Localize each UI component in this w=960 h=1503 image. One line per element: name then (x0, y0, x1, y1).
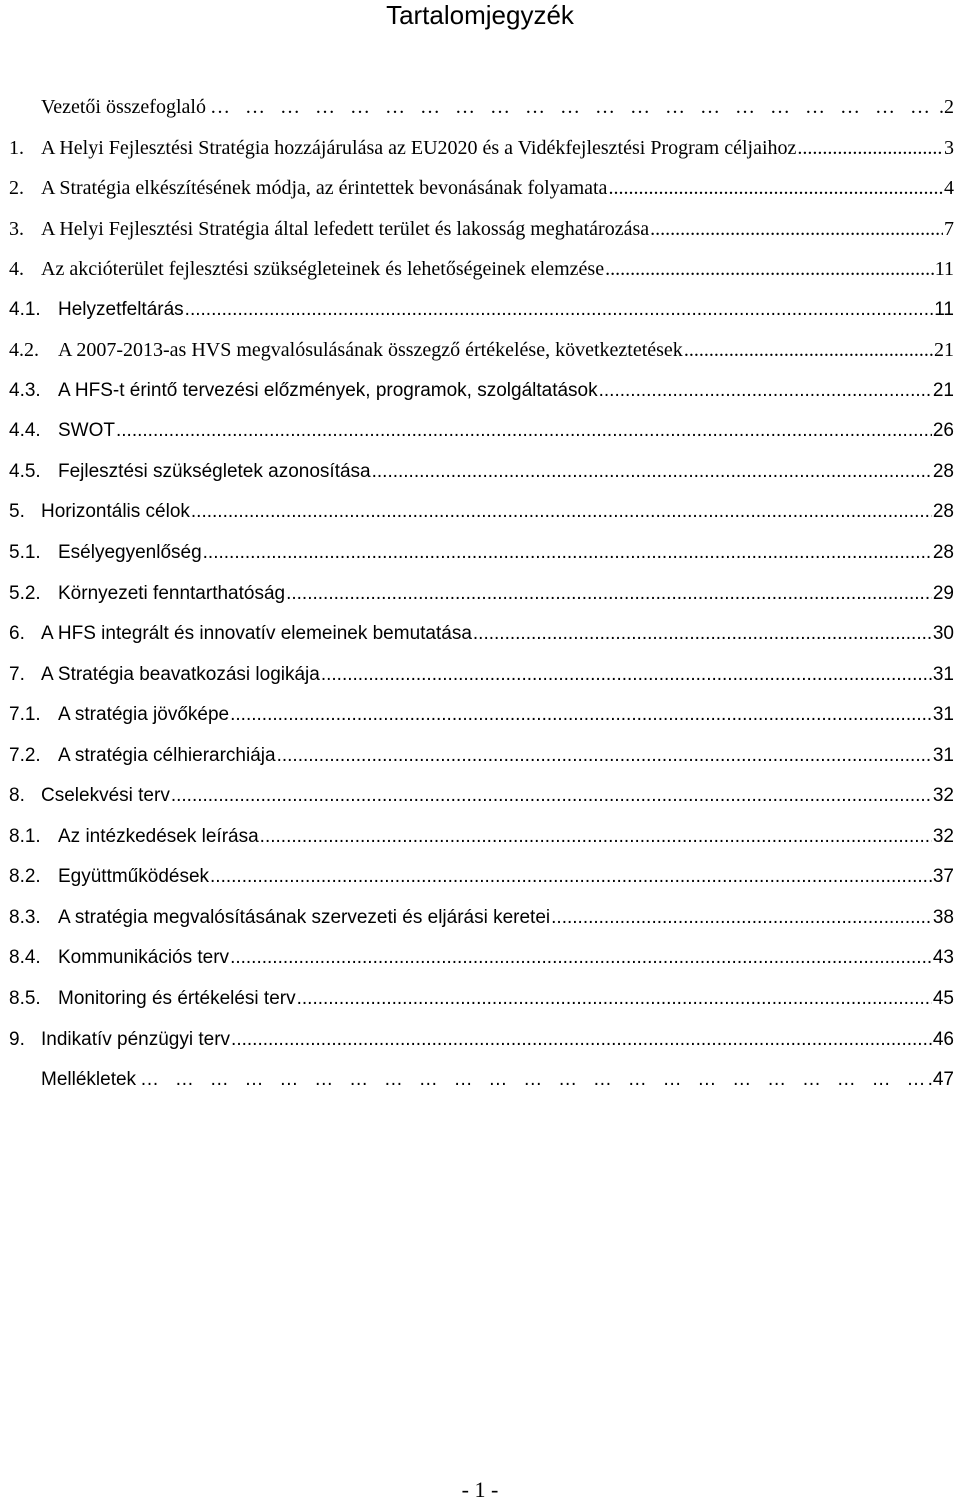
toc-entry-line (41, 663, 954, 687)
toc-entry-page-number: 28 (932, 460, 954, 482)
toc-entry-leader (797, 136, 943, 160)
toc-entry-line (41, 176, 954, 200)
toc-entry-line (58, 379, 954, 403)
toc-entry-leader (191, 500, 932, 524)
toc-entry-leader (230, 703, 932, 727)
toc-entry-page-number: 43 (932, 947, 954, 969)
toc-entry[interactable] (0, 657, 960, 698)
toc-entry-page-number: 11 (934, 258, 954, 281)
toc-entry-number: 4.4. (9, 420, 41, 442)
toc-entry-title[interactable]: Monitoring és értékelési terv (58, 988, 296, 1010)
toc-entry[interactable] (0, 332, 960, 373)
toc-entry-line (41, 1028, 954, 1052)
toc-entry-leader (684, 338, 933, 362)
toc-entry[interactable] (0, 940, 960, 981)
toc-entry-line (58, 825, 954, 849)
toc-entry-number: 7. (9, 663, 25, 685)
toc-entry-page-number: 26 (932, 420, 954, 442)
toc-entry-number: 7.2. (9, 744, 41, 766)
toc-entry-title[interactable]: A HFS-t érintő tervezési előzmények, programok, szolgáltatások (58, 379, 598, 401)
toc-entry-page-number: 37 (932, 866, 954, 888)
toc-entry-number: 4. (9, 258, 24, 281)
toc-entry-page-number: 46 (932, 1028, 954, 1050)
toc-entry[interactable] (0, 454, 960, 495)
toc-entry[interactable] (0, 373, 960, 414)
toc-entry-leader (608, 176, 943, 200)
toc-entry-title[interactable]: Esélyegyenlőség (58, 542, 202, 564)
toc-entry-title[interactable]: Mellékletek (41, 1069, 137, 1091)
toc-entry-page-number: .2 (939, 96, 954, 118)
toc-entry-title[interactable]: A Helyi Fejlesztési Stratégia által lefedett terület és lakosság meghatározása (41, 217, 650, 240)
page-title: Tartalomjegyzék (386, 0, 574, 30)
toc-entry[interactable] (0, 819, 960, 860)
toc-entry-leader (231, 1028, 932, 1052)
toc-entry-leader (297, 987, 932, 1011)
toc-entry-page-number: 31 (932, 704, 954, 726)
toc-entry-leader (372, 460, 932, 484)
toc-entry[interactable] (0, 576, 960, 617)
toc-entry-number: 4.3. (9, 379, 41, 401)
toc-entry-page-number: 21 (934, 339, 954, 362)
toc-entry-number: 4.1. (9, 298, 41, 320)
toc-entry-title[interactable]: A Helyi Fejlesztési Stratégia hozzájárulása az EU2020 és a Vidékfejlesztési Program céljaihoz (41, 136, 797, 159)
toc-entry-number: 8.1. (9, 825, 41, 847)
toc-entry-number: 8.4. (9, 947, 41, 969)
toc-entry-page-number: 45 (932, 988, 954, 1010)
toc-entry-page-number: 3 (944, 136, 954, 159)
toc-entry-leader (210, 95, 935, 119)
toc-entry-title[interactable]: Az akcióterület fejlesztési szükségleteinek és lehetőségeinek elemzése (41, 258, 605, 281)
toc-entry-number: 1. (9, 136, 24, 159)
toc-entry[interactable] (0, 1022, 960, 1063)
toc-entry[interactable] (0, 170, 960, 211)
toc-entry-line (41, 622, 954, 646)
toc-entry[interactable] (0, 494, 960, 535)
toc-entry-line (58, 419, 954, 443)
toc-entry-title[interactable]: A stratégia jövőképe (58, 704, 230, 726)
toc-entry[interactable] (0, 738, 960, 779)
toc-entry-leader (650, 217, 943, 241)
toc-entry-leader (210, 865, 932, 889)
toc-entry-leader (551, 906, 932, 930)
toc-entry-title[interactable]: Kommunikációs terv (58, 947, 230, 969)
toc-entry-page-number: 7 (944, 217, 954, 240)
toc-entry-title[interactable]: Vezetői összefoglaló (41, 96, 206, 118)
toc-entry-line (41, 257, 954, 281)
toc-entry-page-number: 30 (932, 623, 954, 645)
toc-entry-title[interactable]: Indikatív pénzügyi terv (41, 1028, 231, 1050)
toc-entry-page-number: 32 (932, 825, 954, 847)
toc-entry-line (58, 865, 954, 889)
toc-entry[interactable] (0, 981, 960, 1022)
toc-entry-title[interactable]: A HFS integrált és innovatív elemeinek bemutatása (41, 623, 472, 645)
toc-entry-number: 8.5. (9, 988, 41, 1010)
page-number-footer: - 1 - (461, 1477, 499, 1502)
toc-entry-page-number: 38 (932, 906, 954, 928)
toc-entry[interactable] (0, 535, 960, 576)
toc-entry[interactable] (0, 89, 960, 130)
toc-entry-leader (140, 1068, 924, 1092)
toc-entry-leader (277, 744, 932, 768)
toc-entry-page-number: 29 (932, 582, 954, 604)
toc-entry-page-number: 4 (944, 177, 954, 200)
table-of-contents (0, 89, 960, 1103)
toc-entry-line (58, 541, 954, 565)
toc-entry-number: 5.1. (9, 542, 41, 564)
toc-entry-title[interactable]: A Stratégia beavatkozási logikája (41, 663, 320, 685)
toc-entry-page-number: 11 (934, 298, 954, 320)
toc-entry-number: 8.3. (9, 906, 41, 928)
toc-entry-line (41, 784, 954, 808)
toc-entry[interactable] (0, 778, 960, 819)
toc-entry-line (41, 95, 954, 119)
toc-entry-page-number: 31 (932, 744, 954, 766)
toc-entry[interactable] (0, 616, 960, 657)
toc-entry-leader (185, 298, 934, 322)
toc-entry-title[interactable]: SWOT (58, 420, 115, 442)
toc-entry-line (58, 703, 954, 727)
toc-entry-page-number: 28 (932, 501, 954, 523)
toc-entry-line (58, 582, 954, 606)
toc-entry-title[interactable]: Cselekvési terv (41, 785, 170, 807)
toc-entry[interactable] (0, 413, 960, 454)
toc-entry-number: 5.2. (9, 582, 41, 604)
toc-entry-number: 5. (9, 501, 25, 523)
toc-entry-page-number: 28 (932, 542, 954, 564)
toc-entry-number: 8. (9, 785, 25, 807)
toc-entry-leader (116, 419, 932, 443)
toc-entry-page-number: 32 (932, 785, 954, 807)
toc-entry-line (41, 1068, 954, 1092)
toc-entry-number: 2. (9, 177, 24, 200)
toc-entry[interactable] (0, 211, 960, 252)
toc-entry-number: 7.1. (9, 704, 41, 726)
toc-entry-title[interactable]: Együttműködések (58, 866, 210, 888)
toc-entry[interactable] (0, 697, 960, 738)
toc-entry[interactable] (0, 1062, 960, 1103)
toc-entry-title[interactable]: A Stratégia elkészítésének módja, az érintettek bevonásának folyamata (41, 177, 608, 200)
toc-entry-line (58, 298, 954, 322)
toc-entry-leader (286, 582, 932, 606)
toc-entry-number: 6. (9, 623, 25, 645)
toc-entry-page-number: .47 (927, 1069, 954, 1091)
toc-entry-line (41, 217, 954, 241)
toc-entry-number: 9. (9, 1028, 25, 1050)
toc-entry-number: 8.2. (9, 866, 41, 888)
toc-entry-title[interactable]: Fejlesztési szükségletek azonosítása (58, 460, 371, 482)
toc-entry-title[interactable]: A stratégia célhierarchiája (58, 744, 276, 766)
toc-entry[interactable] (0, 292, 960, 333)
toc-entry-title[interactable]: Horizontális célok (41, 501, 190, 523)
toc-entry-title[interactable]: A 2007-2013-as HVS megvalósulásának összegző értékelése, következtetések (58, 339, 683, 362)
toc-entry-number: 4.5. (9, 460, 41, 482)
toc-entry-page-number: 21 (932, 379, 954, 401)
toc-entry-leader (260, 825, 932, 849)
toc-entry-title[interactable]: A stratégia megvalósításának szervezeti és eljárási keretei (58, 906, 551, 928)
toc-entry-line (58, 460, 954, 484)
toc-entry-title[interactable]: Helyzetfeltárás (58, 298, 184, 320)
toc-entry-number: 4.2. (9, 339, 39, 362)
toc-entry-line (58, 338, 954, 362)
toc-entry-line (41, 500, 954, 524)
toc-entry-title[interactable]: Az intézkedések leírása (58, 825, 259, 847)
toc-entry[interactable] (0, 859, 960, 900)
toc-entry[interactable] (0, 251, 960, 292)
toc-entry-title[interactable]: Környezeti fenntarthatóság (58, 582, 286, 604)
toc-entry-leader (605, 257, 934, 281)
toc-entry[interactable] (0, 900, 960, 941)
toc-entry-line (41, 136, 954, 160)
toc-entry[interactable] (0, 130, 960, 171)
toc-entry-leader (203, 541, 932, 565)
toc-entry-number: 3. (9, 217, 24, 240)
toc-entry-line (58, 987, 954, 1011)
toc-entry-leader (599, 379, 932, 403)
toc-entry-leader (473, 622, 932, 646)
toc-entry-leader (171, 784, 932, 808)
toc-entry-page-number: 31 (932, 663, 954, 685)
toc-entry-leader (230, 946, 932, 970)
toc-entry-line (58, 946, 954, 970)
toc-entry-line (58, 906, 954, 930)
toc-entry-leader (321, 663, 932, 687)
toc-entry-line (58, 744, 954, 768)
